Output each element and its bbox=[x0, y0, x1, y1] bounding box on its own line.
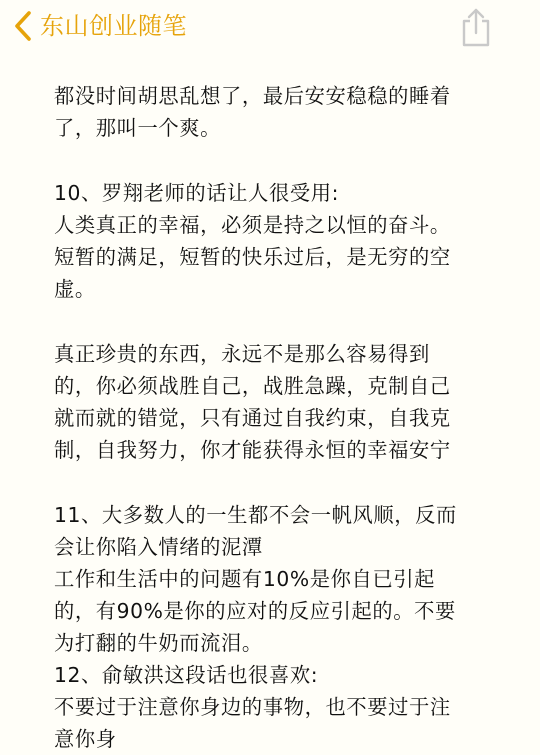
navigation-bar bbox=[0, 0, 540, 52]
note-line: 10、罗翔老师的话让人很受用: bbox=[54, 181, 340, 205]
note-line: 制，自我努力，你才能获得永恒的幸福安宁 bbox=[54, 438, 451, 462]
note-line: 11、大多数人的一生都不会一帆风顺，反而 bbox=[54, 503, 457, 527]
note-line: 虚。 bbox=[54, 277, 96, 301]
note-line: 12、俞敏洪这段话也很喜欢: bbox=[54, 663, 319, 687]
note-line: 工作和生活中的问题有10%是你自已引起 bbox=[54, 567, 435, 591]
back-button-label: 东山创业随笔 bbox=[40, 12, 187, 40]
note-line: 的，有90%是你的应对的反应引起的。不要 bbox=[54, 599, 456, 623]
paragraph-gap bbox=[54, 466, 490, 499]
note-line: 就而就的错觉，只有通过自我约束，自我克 bbox=[54, 406, 451, 430]
note-line: 的，你必须战胜自己，战胜急躁，克制自己 bbox=[54, 374, 451, 398]
note-line: 不要过于注意你身边的事物，也不要过于注 bbox=[54, 695, 451, 719]
back-button[interactable] bbox=[10, 6, 187, 46]
note-line: 意你身 bbox=[54, 727, 117, 751]
note-line: 了，那叫一个爽。 bbox=[54, 116, 222, 140]
note-line: 真正珍贵的东西，永远不是那么容易得到 bbox=[54, 342, 430, 366]
note-line: 人类真正的幸福，必须是持之以恒的奋斗。 bbox=[54, 213, 451, 237]
chevron-left-icon bbox=[10, 8, 36, 44]
note-content[interactable] bbox=[54, 80, 490, 755]
paragraph-gap bbox=[54, 305, 490, 338]
note-line: 短暂的满足，短暂的快乐过后，是无穷的空 bbox=[54, 245, 451, 269]
share-button[interactable] bbox=[458, 6, 494, 48]
note-line: 会让你陷入情绪的泥潭 bbox=[54, 535, 263, 559]
share-icon bbox=[458, 33, 494, 52]
note-line: 都没时间胡思乱想了，最后安安稳稳的睡着 bbox=[54, 84, 451, 108]
note-line: 为打翻的牛奶而流泪。 bbox=[54, 631, 263, 655]
paragraph-gap bbox=[54, 144, 490, 177]
